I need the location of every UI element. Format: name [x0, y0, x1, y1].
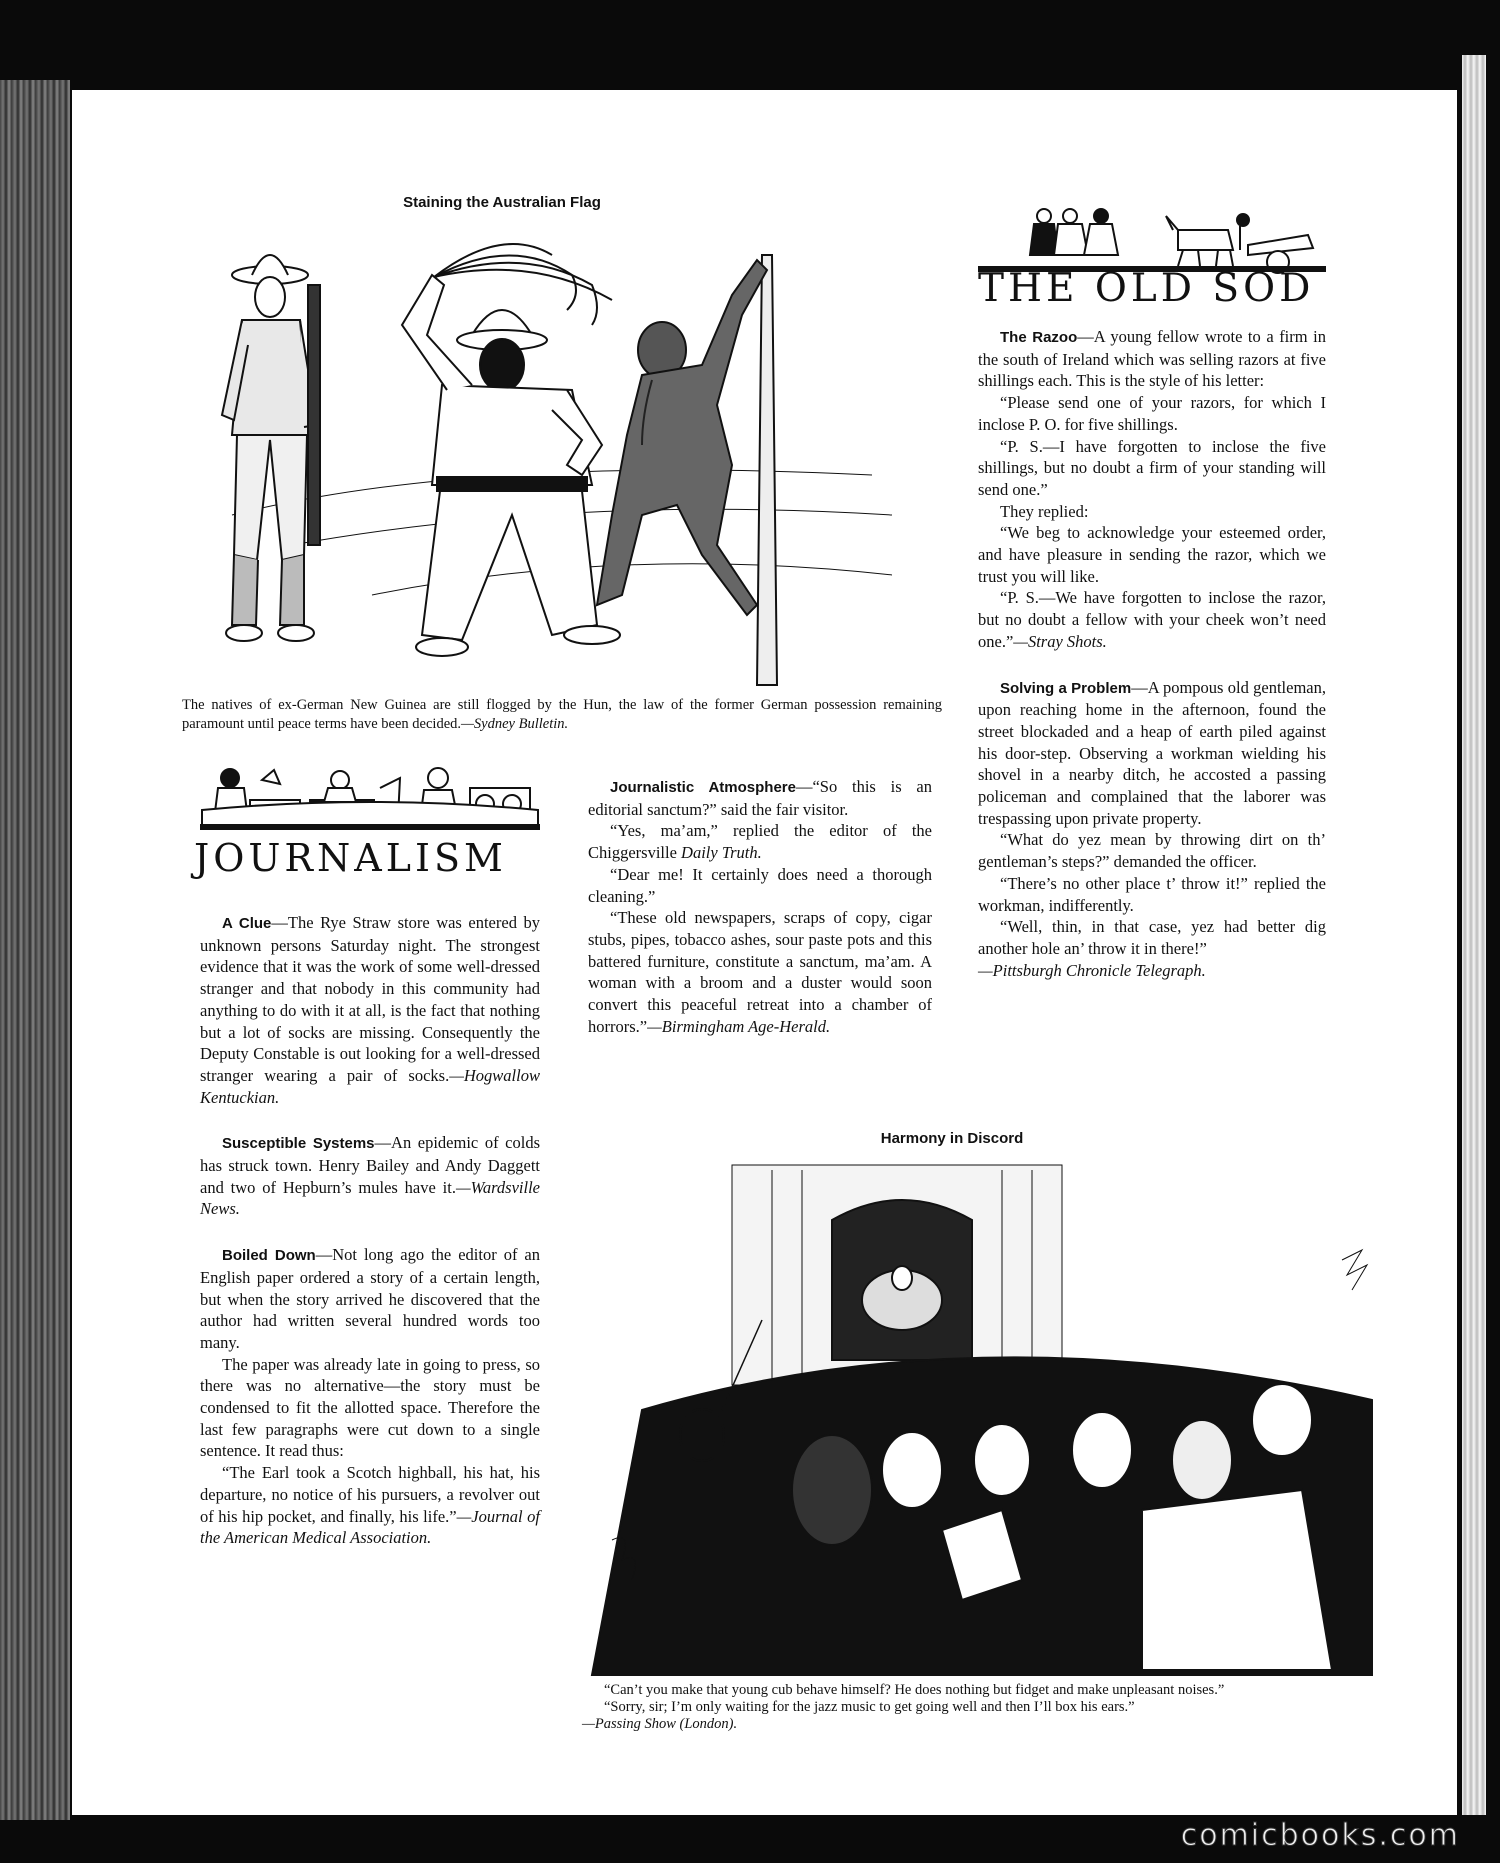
problem-p2: “What do yez mean by throwing dirt on th’ gentleman’s steps?” demanded the officer. — [978, 830, 1326, 872]
heading-solving-problem: Solving a Problem — [1000, 679, 1132, 697]
journalism-left-column — [200, 912, 540, 1549]
concert-dialogue-1: “Can’t you make that young cub behave himself? He does nothing but fidget and make unpleasant noises.” — [604, 1682, 1225, 1698]
atmosphere-source: —Birmingham Age-Herald. — [647, 1016, 831, 1036]
atmosphere-p2a: “Yes, ma’am,” replied the editor of the Chiggersville — [588, 821, 932, 863]
book-binding — [0, 80, 70, 1820]
concert-dialogue-2: “Sorry, sir; I’m only waiting for the jazz music to get going well and then I’ll box his ears.” — [604, 1699, 1135, 1715]
razoo-p5: “We beg to acknowledge your esteemed order, and have pleasure in sending the razor, which we trust you will like. — [978, 523, 1326, 586]
boiled-p3: “The Earl took a Scotch highball, his hat, his departure, no notice of his pursuers, a revolver out of his hip pocket, and finally, his life.” — [200, 1463, 540, 1526]
magazine-page — [72, 90, 1457, 1815]
heading-boiled-down: Boiled Down — [222, 1247, 316, 1265]
heading-susceptible-systems: Susceptible Systems — [222, 1135, 375, 1153]
problem-p1: —A pompous old gentleman, upon reaching home in the afternoon, found the street blockaded and a heap of earth piled against his door-step. Observing a workman wielding his shovel in a nearby ditch, he accosted a passing policeman and complained that the laborer was trespassing upon private property. — [978, 677, 1326, 828]
caption-text: The natives of ex-German New Guinea are still flogged by the Hun, the law of the former German possession remaining paramount until peace terms have been decided. — [182, 697, 942, 732]
concert-source: —Passing Show (London). — [582, 1716, 738, 1732]
systems-source: —Wardsville News. — [200, 1177, 540, 1219]
cartoon-caption-concert — [582, 1682, 1382, 1733]
journalism-middle-column — [588, 776, 932, 1037]
heading-a-clue: A Clue — [222, 915, 272, 932]
journalism-header-art — [200, 758, 540, 846]
heading-journalistic-atmosphere: Journalistic Atmosphere — [610, 779, 796, 796]
cartoon-title-harmony-in-discord: Harmony in Discord — [880, 1130, 1024, 1147]
atmosphere-p2b: Daily Truth. — [681, 843, 762, 863]
atmosphere-p4: “These old newspapers, scraps of copy, cigar stubs, pipes, tobacco ashes, sour paste pots and this battered furniture, constitute a sanctum, ma’am. A woman with a broom and a duster would soon convert this peaceful retreat into a chamber of horrors.” — [588, 908, 932, 1036]
razoo-p2: “Please send one of your razors, for which I inclose P. O. for five shillings. — [978, 393, 1326, 434]
atmosphere-p1: —“So this is an editorial sanctum?” said the fair visitor. — [588, 777, 932, 819]
razoo-p3: “P. S.—I have forgotten to inclose the five shillings, but no doubt a firm of your standing will send one.” — [978, 436, 1326, 499]
section-title-journalism: JOURNALISM — [194, 836, 507, 880]
heading-razoo: The Razoo — [1000, 329, 1078, 346]
next-page-edge — [1462, 55, 1486, 1815]
razoo-source: —Stray Shots. — [1013, 631, 1107, 651]
boiled-p1: —Not long ago the editor of an English paper ordered a story of a certain length, but when the story arrived he discovered that the author had written several hundred words too many. — [200, 1245, 541, 1352]
clue-source: —Hogwallow Kentuckian. — [200, 1065, 540, 1107]
cartoon-caption-flogging — [182, 696, 942, 733]
clue-text: —The Rye Straw store was entered by unknown persons Saturday night. The strongest evidence that it was the work of some well-dressed stranger and that nobody in this community had anything to do with it at all, is the fact that nothing but a lot of socks are missing. Consequently the Deputy Constable is out looking for a well-dressed stranger wearing a pair of socks. — [200, 913, 540, 1085]
razoo-p6: “P. S.—We have forgotten to inclose the razor, but no doubt a fellow with your cheek won’t need one.” — [978, 588, 1326, 651]
cartoon-illustration-flogging — [172, 215, 1022, 690]
problem-source: —Pittsburgh Chronicle Telegraph. — [978, 960, 1206, 980]
problem-p3: “There’s no other place t’ throw it!” replied the workman, indifferently. — [978, 873, 1326, 915]
systems-text: —An epidemic of colds has struck town. Henry Bailey and Andy Daggett and two of Hepburn’s mules have it. — [200, 1133, 540, 1197]
razoo-p4: They replied: — [1000, 501, 1089, 521]
old-sod-column — [978, 326, 1326, 981]
caption-source: —Sydney Bulletin. — [461, 715, 569, 732]
razoo-p1: —A young fellow wrote to a firm in the south of Ireland which was selling razors at five shillings each. This is the style of his letter: — [978, 327, 1326, 391]
atmosphere-p3: “Dear me! It certainly does need a thorough cleaning.” — [588, 864, 932, 906]
cartoon-title-australian-flag: Staining the Australian Flag — [403, 194, 601, 211]
cartoon-illustration-concert — [582, 1160, 1382, 1680]
boiled-p2: The paper was already late in going to press, so there was no alternative—the story must be condensed to fit the allotted space. Therefore the last few paragraphs were cut down to a single sentence. It read thus: — [200, 1354, 540, 1461]
problem-p4: “Well, thin, in that case, yez had better dig another hole an’ throw it in there!” — [978, 917, 1326, 958]
boiled-source: —Journal of the American Medical Association. — [200, 1506, 540, 1548]
section-title-old-sod: THE OLD SOD — [978, 266, 1315, 311]
site-watermark: comicbooks.com — [1180, 1818, 1460, 1853]
